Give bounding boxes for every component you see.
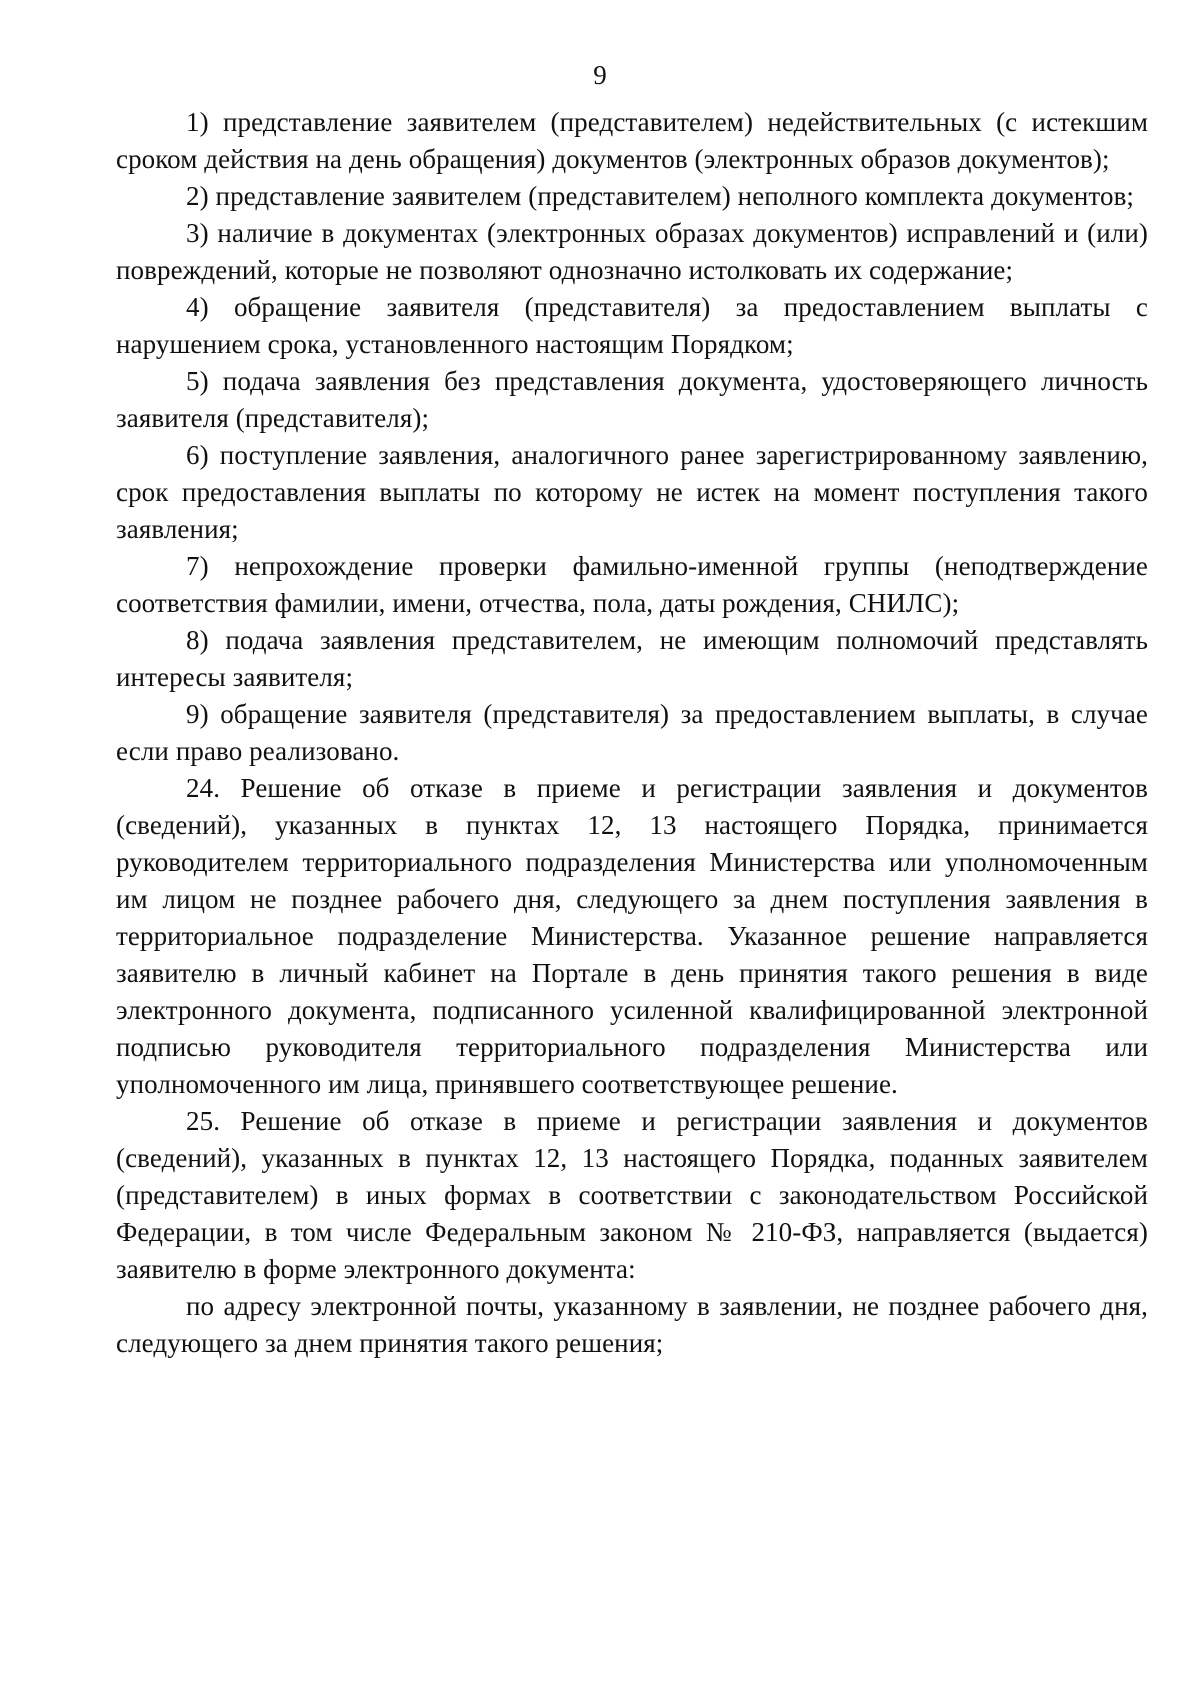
list-item-5: 5) подача заявления без представления документа, удостоверяющего личность заявителя (представителя); — [116, 366, 1148, 433]
list-item-9: 9) обращение заявителя (представителя) за предоставлением выплаты, в случае если право реализовано. — [116, 699, 1148, 766]
list-item-2: 2) представление заявителем (представителем) неполного комплекта документов; — [186, 181, 1135, 211]
document-body — [116, 104, 1148, 1362]
list-item-1: 1) представление заявителем (представителем) недействительных (с истекшим сроком действия на день обращения) документов (электронных образов документов); — [116, 107, 1148, 174]
list-item-4: 4) обращение заявителя (представителя) за предоставлением выплаты с нарушением срока, установленного настоящим Порядком; — [116, 292, 1148, 359]
page-number: 9 — [593, 60, 607, 90]
clause-24: 24. Решение об отказе в приеме и регистрации заявления и документов (сведений), указанных в пунктах 12, 13 настоящего Порядка, принимается руководителем территориального подразделения Министерства или уполномоченным им лицом не позднее рабочего дня, следующего за днем поступления заявления в территориальное подразделение Министерства. Указанное решение направляется заявителю в личный кабинет на Портале в день принятия такого решения в виде электронного документа, подписанного усиленной квалифицированной электронной подписью руководителя территориального подразделения Министерства или уполномоченного им лица, принявшего соответствующее решение. — [116, 773, 1148, 1099]
list-item-3: 3) наличие в документах (электронных образах документов) исправлений и (или) повреждений, которые не позволяют однозначно истолковать их содержание; — [116, 218, 1148, 285]
list-item-7: 7) непрохождение проверки фамильно-именной группы (неподтверждение соответствия фамилии, имени, отчества, пола, даты рождения, СНИЛС); — [116, 551, 1148, 618]
clause-25: 25. Решение об отказе в приеме и регистрации заявления и документов (сведений), указанных в пунктах 12, 13 настоящего Порядка, поданных заявителем (представителем) в иных формах в соответствии с законодательством Российской Федерации, в том числе Федеральным законом № 210-ФЗ, направляется (выдается) заявителю в форме электронного документа: — [116, 1106, 1148, 1284]
list-item-8: 8) подача заявления представителем, не имеющим полномочий представлять интересы заявителя; — [116, 625, 1148, 692]
list-item-6: 6) поступление заявления, аналогичного ранее зарегистрированному заявлению, срок предоставления выплаты по которому не истек на момент поступления такого заявления; — [116, 440, 1148, 544]
clause-25-email-delivery: по адресу электронной почты, указанному в заявлении, не позднее рабочего дня, следующего за днем принятия такого решения; — [116, 1291, 1148, 1358]
